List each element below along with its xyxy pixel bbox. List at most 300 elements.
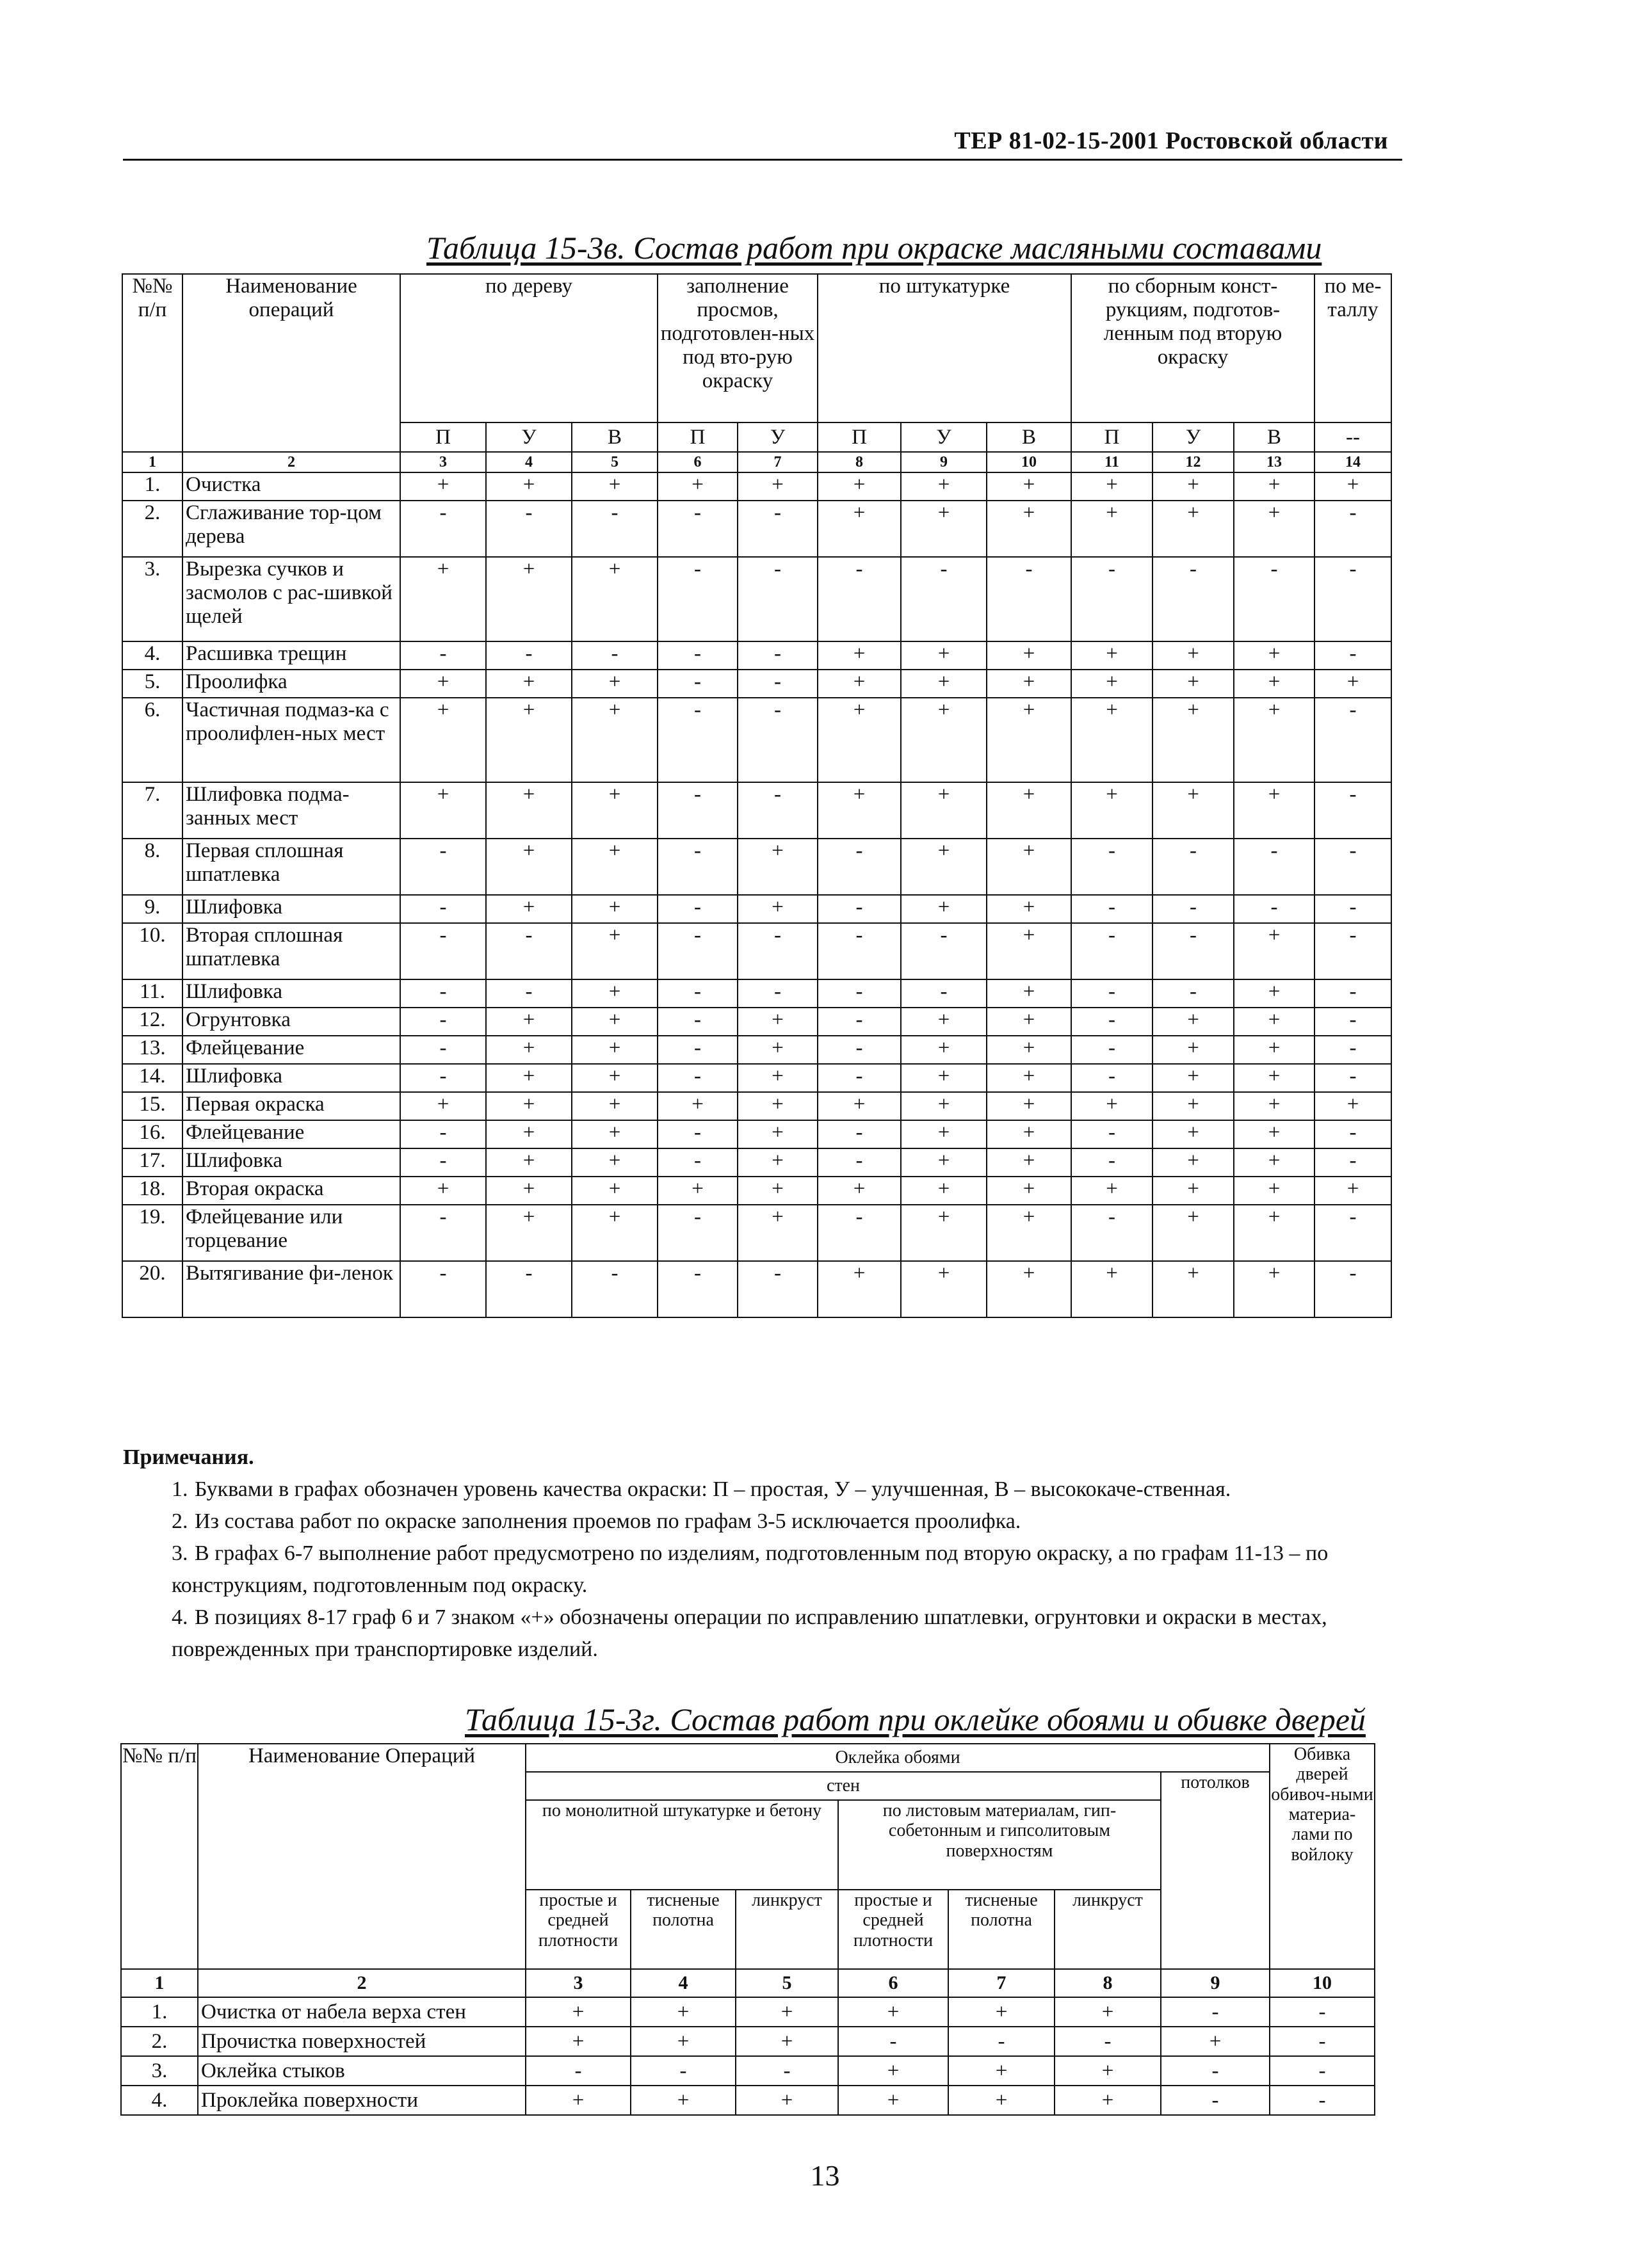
value-cell: - bbox=[400, 1008, 486, 1036]
value-cell: + bbox=[738, 1036, 818, 1064]
row-number: 3. bbox=[122, 557, 182, 641]
value-cell: - bbox=[1071, 1205, 1153, 1261]
column-number-cell: 8 bbox=[818, 452, 901, 472]
operation-name: Проолифка bbox=[182, 670, 400, 698]
value-cell: + bbox=[901, 698, 987, 782]
row-number: 5. bbox=[122, 670, 182, 698]
value-cell: + bbox=[738, 839, 818, 895]
row-number: 19. bbox=[122, 1205, 182, 1261]
value-cell: + bbox=[987, 1261, 1071, 1317]
operation-name: Шлифовка bbox=[182, 895, 400, 923]
value-cell: + bbox=[987, 923, 1071, 979]
quality-cell: В bbox=[1234, 422, 1314, 452]
table-row bbox=[122, 782, 1391, 839]
value-cell: + bbox=[1153, 782, 1234, 839]
value-cell: + bbox=[987, 1064, 1071, 1092]
value-cell: + bbox=[1153, 1261, 1234, 1317]
value-cell: + bbox=[1153, 1148, 1234, 1177]
value-cell: + bbox=[572, 1064, 658, 1092]
note-item bbox=[172, 1474, 1410, 1506]
column-number-cell: 9 bbox=[901, 452, 987, 472]
table1-column-numbers bbox=[122, 452, 1391, 472]
value-cell: + bbox=[987, 1036, 1071, 1064]
value-cell: + bbox=[1234, 641, 1314, 670]
t2-head-walls: стен bbox=[526, 1772, 1161, 1800]
column-number-cell: 4 bbox=[486, 452, 572, 472]
value-cell: + bbox=[1071, 472, 1153, 501]
value-cell: - bbox=[738, 1261, 818, 1317]
value-cell: + bbox=[987, 1148, 1071, 1177]
column-number-cell: 3 bbox=[526, 1969, 631, 1997]
value-cell: + bbox=[1234, 1064, 1314, 1092]
column-number-cell: 6 bbox=[658, 452, 738, 472]
row-number: 6. bbox=[122, 698, 182, 782]
value-cell: + bbox=[736, 2027, 838, 2056]
value-cell: + bbox=[736, 2086, 838, 2115]
table-row bbox=[122, 1148, 1391, 1177]
table2-caption: Таблица 15-3г. Состав работ при оклейке обоями и обивке дверей bbox=[465, 1701, 1366, 1737]
value-cell: + bbox=[1153, 501, 1234, 557]
row-number: 20. bbox=[122, 1261, 182, 1317]
value-cell: - bbox=[1314, 1008, 1391, 1036]
value-cell: + bbox=[1153, 472, 1234, 501]
value-cell: + bbox=[987, 501, 1071, 557]
value-cell: + bbox=[818, 501, 901, 557]
value-cell: - bbox=[1055, 2027, 1161, 2056]
row-number: 1. bbox=[122, 472, 182, 501]
value-cell: - bbox=[1314, 1036, 1391, 1064]
row-number: 8. bbox=[122, 839, 182, 895]
t2-head-sheet: по листовым материалам, гип-собетонным и гипсолитовым поверхностям bbox=[838, 1800, 1161, 1890]
column-number-cell: 1 bbox=[121, 1969, 198, 1997]
table-row bbox=[122, 979, 1391, 1008]
value-cell: + bbox=[486, 1036, 572, 1064]
column-number-cell: 3 bbox=[400, 452, 486, 472]
column-number-cell: 10 bbox=[987, 452, 1071, 472]
t2-head-c5: тисненые полотна bbox=[948, 1890, 1055, 1969]
value-cell: - bbox=[1270, 2056, 1375, 2086]
operation-name: Первая окраска bbox=[182, 1092, 400, 1120]
value-cell: + bbox=[572, 1120, 658, 1148]
value-cell: + bbox=[572, 839, 658, 895]
value-cell: - bbox=[400, 923, 486, 979]
t1-head-num: №№ п/п bbox=[122, 274, 182, 452]
value-cell: - bbox=[631, 2056, 736, 2086]
value-cell: + bbox=[1234, 501, 1314, 557]
row-number: 15. bbox=[122, 1092, 182, 1120]
column-number-cell: 7 bbox=[948, 1969, 1055, 1997]
value-cell: + bbox=[1234, 670, 1314, 698]
value-cell: + bbox=[1234, 1008, 1314, 1036]
value-cell: + bbox=[1314, 472, 1391, 501]
value-cell: + bbox=[486, 839, 572, 895]
value-cell: - bbox=[400, 1064, 486, 1092]
value-cell: + bbox=[818, 641, 901, 670]
value-cell: + bbox=[658, 1092, 738, 1120]
t2-head-ceilings: потолков bbox=[1161, 1772, 1270, 1969]
value-cell: - bbox=[486, 1261, 572, 1317]
value-cell: - bbox=[1071, 1008, 1153, 1036]
value-cell: - bbox=[1314, 557, 1391, 641]
value-cell: - bbox=[486, 501, 572, 557]
value-cell: + bbox=[486, 1008, 572, 1036]
value-cell: + bbox=[1153, 1205, 1234, 1261]
value-cell: + bbox=[400, 670, 486, 698]
value-cell: + bbox=[901, 1261, 987, 1317]
value-cell: + bbox=[948, 2056, 1055, 2086]
row-number: 4. bbox=[122, 641, 182, 670]
value-cell: + bbox=[486, 895, 572, 923]
operation-name: Вырезка сучков и засмолов с рас-шивкой щелей bbox=[182, 557, 400, 641]
value-cell: + bbox=[818, 1177, 901, 1205]
row-number: 2. bbox=[122, 501, 182, 557]
table-row bbox=[121, 1997, 1375, 2027]
value-cell: - bbox=[1161, 2086, 1270, 2115]
value-cell: + bbox=[838, 2056, 948, 2086]
value-cell: + bbox=[1071, 1177, 1153, 1205]
value-cell: + bbox=[1234, 1205, 1314, 1261]
column-number-cell: 11 bbox=[1071, 452, 1153, 472]
value-cell: + bbox=[901, 670, 987, 698]
column-number-cell: 8 bbox=[1055, 1969, 1161, 1997]
value-cell: - bbox=[818, 1148, 901, 1177]
row-number: 13. bbox=[122, 1036, 182, 1064]
value-cell: - bbox=[818, 1205, 901, 1261]
operation-name: Прочистка поверхностей bbox=[198, 2027, 526, 2056]
value-cell: - bbox=[818, 1120, 901, 1148]
table-row bbox=[122, 923, 1391, 979]
value-cell: - bbox=[658, 557, 738, 641]
value-cell: + bbox=[486, 670, 572, 698]
value-cell: - bbox=[658, 1064, 738, 1092]
value-cell: + bbox=[987, 979, 1071, 1008]
value-cell: - bbox=[658, 782, 738, 839]
value-cell: + bbox=[987, 1205, 1071, 1261]
quality-cell: П bbox=[658, 422, 738, 452]
value-cell: + bbox=[738, 1092, 818, 1120]
value-cell: - bbox=[400, 501, 486, 557]
value-cell: + bbox=[572, 472, 658, 501]
table-row bbox=[122, 1120, 1391, 1148]
value-cell: + bbox=[901, 895, 987, 923]
value-cell: + bbox=[838, 2086, 948, 2115]
value-cell: - bbox=[1153, 557, 1234, 641]
value-cell: - bbox=[400, 895, 486, 923]
operation-name: Шлифовка bbox=[182, 1148, 400, 1177]
table2-body bbox=[121, 1997, 1375, 2115]
column-number-cell: 5 bbox=[736, 1969, 838, 1997]
value-cell: + bbox=[901, 1177, 987, 1205]
note-number: 4. bbox=[172, 1605, 188, 1629]
value-cell: - bbox=[400, 1148, 486, 1177]
value-cell: + bbox=[818, 1261, 901, 1317]
value-cell: + bbox=[818, 1092, 901, 1120]
column-number-cell: 9 bbox=[1161, 1969, 1270, 1997]
value-cell: + bbox=[818, 670, 901, 698]
value-cell: + bbox=[987, 1008, 1071, 1036]
value-cell: - bbox=[738, 641, 818, 670]
table-row bbox=[121, 2027, 1375, 2056]
value-cell: + bbox=[1153, 1177, 1234, 1205]
value-cell: - bbox=[658, 641, 738, 670]
value-cell: + bbox=[1071, 641, 1153, 670]
value-cell: + bbox=[987, 782, 1071, 839]
value-cell: + bbox=[1153, 1120, 1234, 1148]
value-cell: + bbox=[1071, 1092, 1153, 1120]
value-cell: - bbox=[1234, 895, 1314, 923]
value-cell: - bbox=[1314, 839, 1391, 895]
quality-cell: У bbox=[901, 422, 987, 452]
value-cell: - bbox=[1314, 1148, 1391, 1177]
note-number: 2. bbox=[172, 1509, 188, 1533]
value-cell: + bbox=[572, 698, 658, 782]
value-cell: + bbox=[486, 1205, 572, 1261]
value-cell: - bbox=[1153, 895, 1234, 923]
value-cell: + bbox=[1314, 1177, 1391, 1205]
table-painting-oil bbox=[122, 273, 1392, 1318]
operation-name: Вторая сплошная шпатлевка bbox=[182, 923, 400, 979]
value-cell: + bbox=[987, 1120, 1071, 1148]
table-row bbox=[122, 839, 1391, 895]
value-cell: + bbox=[526, 1997, 631, 2027]
column-number-cell: 7 bbox=[738, 452, 818, 472]
value-cell: - bbox=[658, 501, 738, 557]
value-cell: + bbox=[1234, 698, 1314, 782]
value-cell: + bbox=[987, 839, 1071, 895]
value-cell: - bbox=[818, 895, 901, 923]
value-cell: - bbox=[658, 698, 738, 782]
value-cell: + bbox=[738, 1177, 818, 1205]
value-cell: - bbox=[901, 923, 987, 979]
quality-cell: В bbox=[987, 422, 1071, 452]
value-cell: - bbox=[1161, 2056, 1270, 2086]
value-cell: + bbox=[572, 782, 658, 839]
page-header bbox=[123, 125, 1402, 161]
page-number: 13 bbox=[810, 2159, 840, 2192]
column-number-cell: 6 bbox=[838, 1969, 948, 1997]
value-cell: + bbox=[818, 698, 901, 782]
table-row bbox=[122, 1205, 1391, 1261]
value-cell: - bbox=[1270, 2027, 1375, 2056]
value-cell: + bbox=[1234, 1148, 1314, 1177]
value-cell: + bbox=[1071, 782, 1153, 839]
quality-cell: П bbox=[818, 422, 901, 452]
value-cell: + bbox=[400, 698, 486, 782]
value-cell: - bbox=[658, 923, 738, 979]
note-item bbox=[172, 1506, 1410, 1538]
value-cell: - bbox=[400, 1205, 486, 1261]
value-cell: - bbox=[1314, 923, 1391, 979]
column-number-cell: 2 bbox=[198, 1969, 526, 1997]
t2-head-c2: тисненые полотна bbox=[631, 1890, 736, 1969]
value-cell: - bbox=[1314, 895, 1391, 923]
value-cell: - bbox=[1161, 1997, 1270, 2027]
row-number: 9. bbox=[122, 895, 182, 923]
value-cell: - bbox=[1314, 698, 1391, 782]
value-cell: - bbox=[400, 979, 486, 1008]
quality-cell: -- bbox=[1314, 422, 1391, 452]
value-cell: + bbox=[738, 1148, 818, 1177]
value-cell: - bbox=[658, 1261, 738, 1317]
value-cell: + bbox=[572, 923, 658, 979]
table-row bbox=[122, 670, 1391, 698]
value-cell: + bbox=[1234, 1036, 1314, 1064]
value-cell: + bbox=[526, 2086, 631, 2115]
note-item bbox=[172, 1538, 1410, 1602]
value-cell: - bbox=[1314, 1261, 1391, 1317]
row-number: 14. bbox=[122, 1064, 182, 1092]
value-cell: - bbox=[1071, 1148, 1153, 1177]
notes-list bbox=[123, 1474, 1410, 1666]
value-cell: + bbox=[400, 1092, 486, 1120]
value-cell: + bbox=[572, 1008, 658, 1036]
value-cell: + bbox=[1234, 1120, 1314, 1148]
value-cell: - bbox=[1071, 979, 1153, 1008]
value-cell: + bbox=[658, 472, 738, 501]
value-cell: - bbox=[1314, 641, 1391, 670]
value-cell: - bbox=[738, 979, 818, 1008]
value-cell: - bbox=[400, 1120, 486, 1148]
value-cell: - bbox=[1314, 1120, 1391, 1148]
column-number-cell: 12 bbox=[1153, 452, 1234, 472]
value-cell: + bbox=[400, 782, 486, 839]
operation-name: Флейцевание bbox=[182, 1036, 400, 1064]
value-cell: + bbox=[901, 782, 987, 839]
operation-name: Сглаживание тор-цом дерева bbox=[182, 501, 400, 557]
value-cell: - bbox=[1270, 2086, 1375, 2115]
value-cell: - bbox=[526, 2056, 631, 2086]
value-cell: - bbox=[486, 641, 572, 670]
value-cell: + bbox=[901, 641, 987, 670]
value-cell: - bbox=[1071, 923, 1153, 979]
value-cell: + bbox=[901, 1036, 987, 1064]
value-cell: + bbox=[901, 1008, 987, 1036]
value-cell: + bbox=[1234, 1261, 1314, 1317]
value-cell: + bbox=[658, 1177, 738, 1205]
value-cell: - bbox=[572, 501, 658, 557]
t1-head-name: Наименование операций bbox=[182, 274, 400, 452]
column-number-cell: 2 bbox=[182, 452, 400, 472]
value-cell: + bbox=[901, 1064, 987, 1092]
value-cell: + bbox=[1055, 2056, 1161, 2086]
value-cell: - bbox=[901, 979, 987, 1008]
column-number-cell: 4 bbox=[631, 1969, 736, 1997]
value-cell: + bbox=[901, 501, 987, 557]
value-cell: + bbox=[1234, 923, 1314, 979]
value-cell: + bbox=[486, 1092, 572, 1120]
value-cell: - bbox=[818, 923, 901, 979]
value-cell: - bbox=[738, 501, 818, 557]
value-cell: - bbox=[738, 670, 818, 698]
value-cell: - bbox=[1314, 1064, 1391, 1092]
value-cell: + bbox=[1071, 501, 1153, 557]
operation-name: Первая сплошная шпатлевка bbox=[182, 839, 400, 895]
value-cell: + bbox=[948, 2086, 1055, 2115]
quality-cell: У bbox=[486, 422, 572, 452]
value-cell: - bbox=[400, 641, 486, 670]
note-number: 1. bbox=[172, 1477, 188, 1501]
value-cell: + bbox=[572, 670, 658, 698]
notes-title: Примечания. bbox=[123, 1445, 254, 1469]
value-cell: - bbox=[486, 979, 572, 1008]
value-cell: + bbox=[572, 1036, 658, 1064]
value-cell: + bbox=[1234, 979, 1314, 1008]
table-row bbox=[122, 895, 1391, 923]
table-row bbox=[122, 698, 1391, 782]
column-number-cell: 5 bbox=[572, 452, 658, 472]
operation-name: Очистка bbox=[182, 472, 400, 501]
t1-head-prefab: по сборным конст-рукциям, подготов-ленным под вторую окраску bbox=[1071, 274, 1314, 422]
value-cell: - bbox=[658, 979, 738, 1008]
value-cell: - bbox=[658, 1008, 738, 1036]
value-cell: - bbox=[400, 1261, 486, 1317]
value-cell: - bbox=[1071, 1036, 1153, 1064]
value-cell: - bbox=[486, 923, 572, 979]
value-cell: + bbox=[948, 1997, 1055, 2027]
value-cell: - bbox=[572, 641, 658, 670]
operation-name: Расшивка трещин bbox=[182, 641, 400, 670]
value-cell: + bbox=[736, 1997, 838, 2027]
t1-head-metal: по ме-таллу bbox=[1314, 274, 1391, 422]
value-cell: + bbox=[1153, 698, 1234, 782]
value-cell: + bbox=[1071, 1261, 1153, 1317]
value-cell: + bbox=[486, 782, 572, 839]
value-cell: - bbox=[658, 895, 738, 923]
value-cell: + bbox=[987, 670, 1071, 698]
value-cell: + bbox=[572, 1205, 658, 1261]
row-number: 10. bbox=[122, 923, 182, 979]
operation-name: Шлифовка подма-занных мест bbox=[182, 782, 400, 839]
quality-cell: В bbox=[572, 422, 658, 452]
value-cell: - bbox=[818, 557, 901, 641]
value-cell: - bbox=[1314, 782, 1391, 839]
value-cell: + bbox=[400, 472, 486, 501]
table-row bbox=[122, 1064, 1391, 1092]
value-cell: - bbox=[658, 1120, 738, 1148]
value-cell: - bbox=[1071, 1064, 1153, 1092]
quality-cell: У bbox=[1153, 422, 1234, 452]
value-cell: + bbox=[631, 2027, 736, 2056]
value-cell: - bbox=[1071, 1120, 1153, 1148]
value-cell: + bbox=[631, 2086, 736, 2115]
table-row bbox=[122, 557, 1391, 641]
value-cell: + bbox=[1314, 1092, 1391, 1120]
operation-name: Оклейка стыков bbox=[198, 2056, 526, 2086]
value-cell: + bbox=[1234, 1177, 1314, 1205]
value-cell: + bbox=[838, 1997, 948, 2027]
table1-body bbox=[122, 472, 1391, 1317]
value-cell: + bbox=[901, 472, 987, 501]
value-cell: - bbox=[818, 979, 901, 1008]
table-row bbox=[121, 2086, 1375, 2115]
table-row bbox=[122, 641, 1391, 670]
value-cell: - bbox=[400, 839, 486, 895]
value-cell: + bbox=[486, 698, 572, 782]
value-cell: + bbox=[1314, 670, 1391, 698]
row-number: 7. bbox=[122, 782, 182, 839]
row-number: 2. bbox=[121, 2027, 198, 2056]
value-cell: + bbox=[486, 472, 572, 501]
value-cell: + bbox=[1153, 641, 1234, 670]
row-number: 16. bbox=[122, 1120, 182, 1148]
value-cell: - bbox=[736, 2056, 838, 2086]
t2-head-c4: простые и средней плотности bbox=[838, 1890, 948, 1969]
table-row bbox=[122, 1092, 1391, 1120]
operation-name: Огрунтовка bbox=[182, 1008, 400, 1036]
operation-name: Очистка от набела верха стен bbox=[198, 1997, 526, 2027]
value-cell: + bbox=[1153, 1064, 1234, 1092]
value-cell: + bbox=[400, 557, 486, 641]
